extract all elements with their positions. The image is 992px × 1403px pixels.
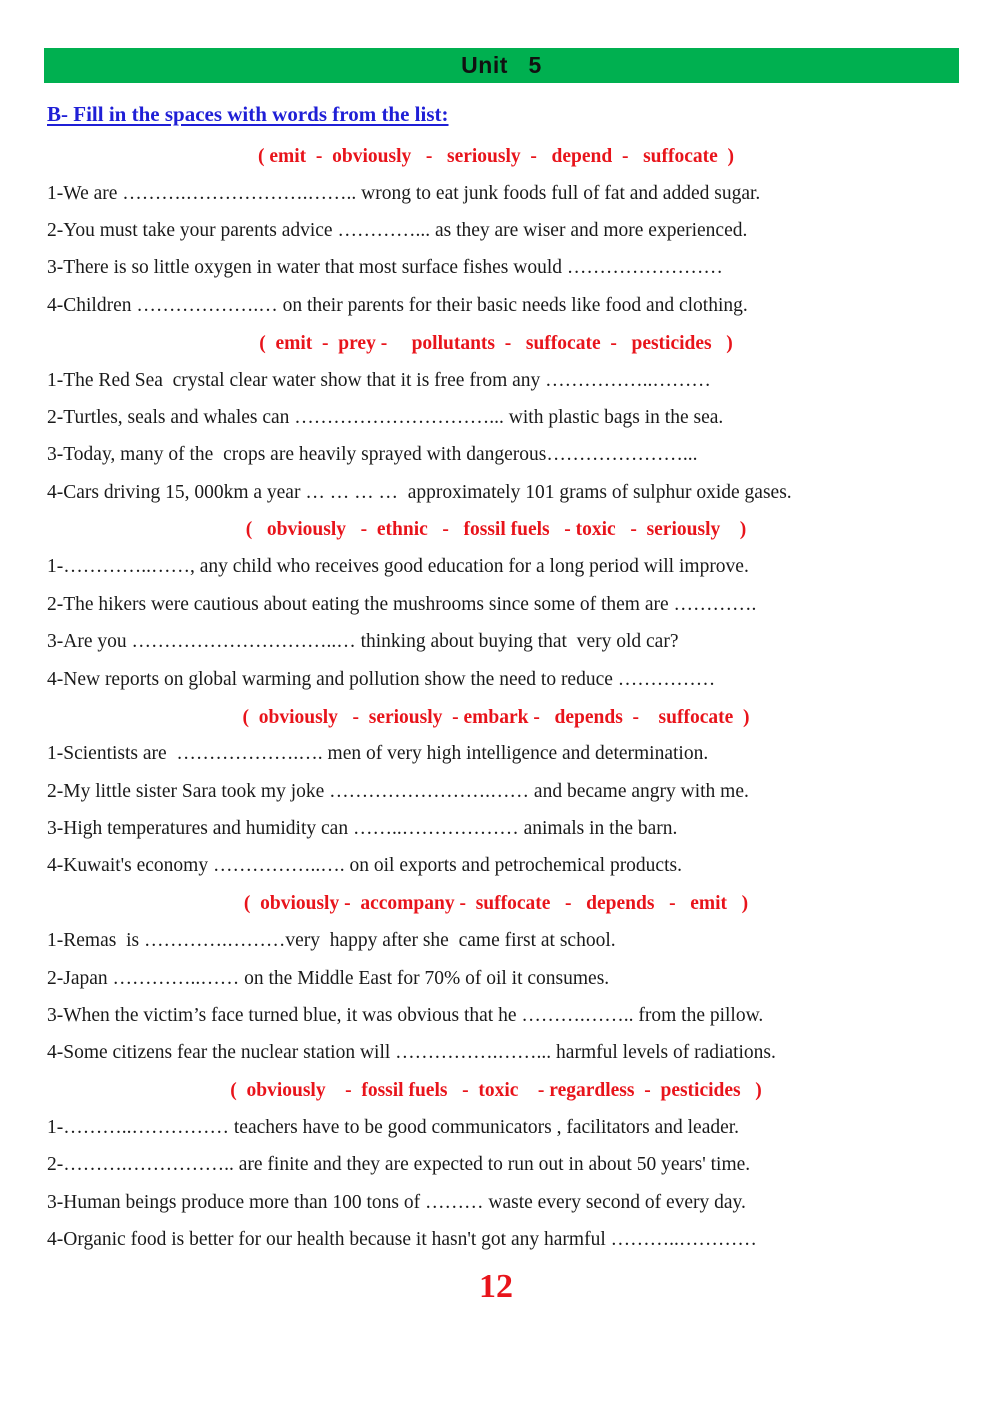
exercise-sentence: 4-Children ……………….… on their parents for their basic needs like food and clothing. <box>47 295 748 316</box>
word-list-5: ( obviously - accompany - suffocate - depends - emit ) <box>243 893 749 914</box>
exercise-sentence: 2-My little sister Sara took my joke …………………….…… and became angry with me. <box>47 781 749 802</box>
exercise-sentence: 2-Turtles, seals and whales can …………………………... with plastic bags in the sea. <box>47 407 724 428</box>
exercise-sentence: 3-Human beings produce more than 100 tons of ……… waste every second of every day. <box>47 1192 746 1213</box>
exercise-sentence: 3-When the victim’s face turned blue, it was obvious that he ……….…….. from the pillow. <box>47 1005 764 1026</box>
exercise-sentence: 3-Are you …………………………..… thinking about buying that very old car? <box>47 631 679 652</box>
exercise-sentence: 4-Organic food is better for our health because it hasn't got any harmful ………..………… <box>47 1229 757 1250</box>
exercise-sentence: 1-…………..……, any child who receives good education for a long period will improve. <box>47 556 749 577</box>
unit-banner <box>44 48 959 83</box>
exercise-sentence: 2-The hikers were cautious about eating the mushrooms since some of them are …………. <box>47 594 757 615</box>
exercise-sentence: 1-Scientists are ……………….…. men of very high intelligence and determination. <box>47 743 709 764</box>
exercise-sentence: 3-High temperatures and humidity can ……..……………… animals in the barn. <box>47 818 678 839</box>
section-instruction: B- Fill in the spaces with words from the list: <box>47 102 449 126</box>
exercise-sentence: 2-Japan …………..…… on the Middle East for 70% of oil it consumes. <box>47 968 610 989</box>
exercise-sentence: 4-Kuwait's economy ……………..…. on oil exports and petrochemical products. <box>47 855 682 876</box>
word-list-1: ( emit - obviously - seriously - depend - suffocate ) <box>257 146 735 167</box>
exercise-sentence: 1-………..…………… teachers have to be good communicators , facilitators and leader. <box>47 1117 740 1138</box>
exercise-sentence: 4-New reports on global warming and pollution show the need to reduce …………… <box>47 669 716 690</box>
exercise-sentence: 3-Today, many of the crops are heavily sprayed with dangerous…………………... <box>47 444 698 465</box>
exercise-sentence: 2-……….…………….. are finite and they are expected to run out in about 50 years' time. <box>47 1154 751 1175</box>
unit-title: Unit 5 <box>461 52 542 78</box>
word-list-6: ( obviously - fossil fuels - toxic - regardless - pesticides ) <box>230 1080 762 1101</box>
exercise-sentence: 1-We are ……….……………….…….. wrong to eat junk foods full of fat and added sugar. <box>47 183 761 204</box>
exercise-sentence: 4-Cars driving 15, 000km a year … … … … approximately 101 grams of sulphur oxide gases. <box>47 482 792 503</box>
word-list-4: ( obviously - seriously - embark - depends - suffocate ) <box>242 707 750 728</box>
exercise-sentence: 1-Remas is ………….………very happy after she came first at school. <box>47 930 616 951</box>
page-number: 12 <box>479 1268 513 1305</box>
word-list-3: ( obviously - ethnic - fossil fuels - toxic - seriously ) <box>245 519 747 540</box>
exercise-sentence: 1-The Red Sea crystal clear water show that it is free from any ……………..……… <box>47 370 711 391</box>
exercise-sentence: 4-Some citizens fear the nuclear station will …………….……... harmful levels of radiations. <box>47 1042 776 1063</box>
exercise-sentence: 2-You must take your parents advice …………... as they are wiser and more experienced. <box>47 220 748 241</box>
exercise-sentence: 3-There is so little oxygen in water that most surface fishes would …………………… <box>47 257 723 278</box>
word-list-2: ( emit - prey - pollutants - suffocate - pesticides ) <box>259 333 733 354</box>
